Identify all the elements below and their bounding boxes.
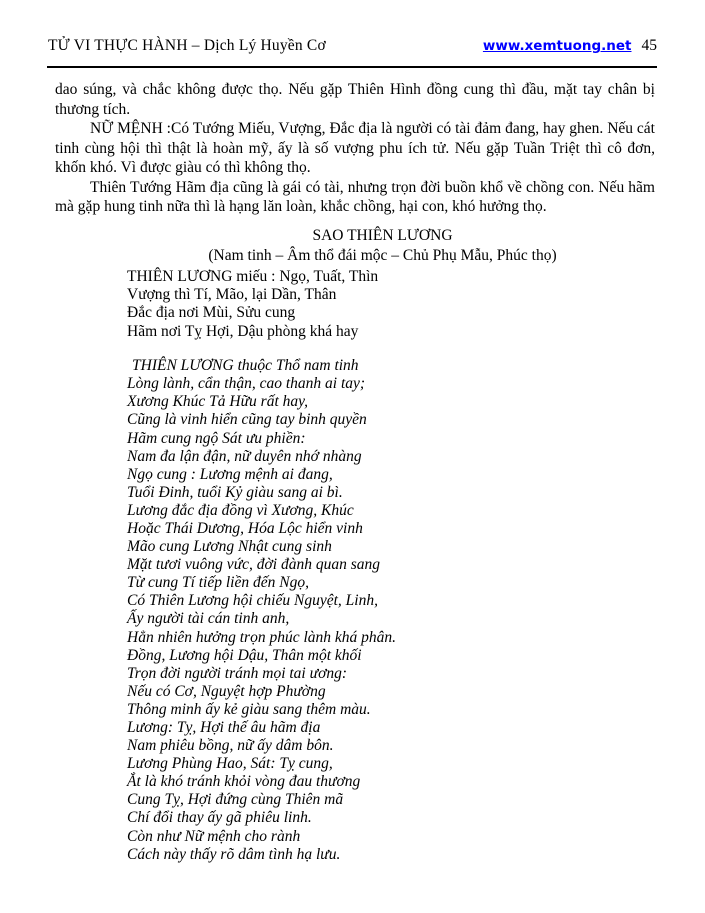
poem-line: Đồng, Lương hội Dậu, Thân một khối	[127, 646, 362, 664]
poem-line: Lương đắc địa đồng vì Xương, Khúc	[127, 501, 354, 519]
star-positions-list	[127, 268, 655, 342]
poem-line: Từ cung Tí tiếp liền đến Ngọ,	[127, 574, 309, 592]
poem-line: Cũng là vinh hiển cũng tay binh quyền	[127, 411, 367, 429]
page-content	[48, 68, 657, 864]
poem-line: Mão cung Lương Nhật cung sinh	[127, 538, 332, 556]
poem-line: Tuổi Đinh, tuổi Kỷ giàu sang ai bì.	[127, 483, 343, 501]
poem-line: Hoặc Thái Dương, Hóa Lộc hiển vinh	[127, 519, 363, 537]
section-subtitle: (Nam tinh – Âm thổ đái mộc – Chủ Phụ Mẫu, Phúc thọ)	[208, 246, 557, 264]
poem-line: Nam phiêu bồng, nữ ấy dâm bôn.	[127, 737, 334, 755]
poem-line: Nam đa lận đận, nữ duyên nhớ nhàng	[127, 447, 362, 465]
poem-line: Còn như Nữ mệnh cho rành	[127, 827, 301, 845]
paragraph: NỮ MỆNH :Có Tướng Miếu, Vượng, Đắc địa là người có tài đảm đang, hay ghen. Nếu cát tinh cùng hội thì thật là hoàn mỹ, ấy là số vượng phu ích tử. Nếu gặp Tuần Triệt thì cô đơn, khốn khó. Vì được giàu có thì không thọ.	[55, 120, 655, 176]
section-title: SAO THIÊN LƯƠNG	[312, 226, 453, 244]
poem-line: Chí đổi thay ấy gã phiêu linh.	[127, 809, 312, 827]
poem-line: Nếu có Cơ, Nguyệt hợp Phường	[127, 682, 326, 700]
header-right	[483, 37, 657, 55]
poem-line: THIÊN LƯƠNG thuộc Thổ nam tinh	[132, 357, 359, 375]
section-heading	[55, 226, 655, 266]
website-link[interactable]: www.xemtuong.net	[482, 38, 632, 54]
poem-line: Ấy người tài cán tinh anh,	[127, 610, 290, 628]
position-line: THIÊN LƯƠNG miếu : Ngọ, Tuất, Thìn	[127, 267, 379, 285]
book-title: TỬ VI THỰC HÀNH – Dịch Lý Huyền Cơ	[48, 37, 326, 54]
position-line: Đắc địa nơi Mùi, Sửu cung	[127, 304, 296, 322]
poem-line: Có Thiên Lương hội chiếu Nguyệt, Linh,	[127, 592, 378, 610]
poem-line: Cung Tỵ, Hợi đứng cùng Thiên mã	[127, 791, 344, 809]
poem-line: Hãm cung ngộ Sát ưu phiền:	[127, 429, 306, 447]
page-number: 45	[641, 37, 657, 54]
poem-line: Trọn đời người tránh mọi tai ương:	[127, 664, 347, 682]
poem-line: Ngọ cung : Lương mệnh ai đang,	[127, 465, 333, 483]
poem-line: Thông minh ấy kẻ giàu sang thêm màu.	[127, 700, 371, 718]
paragraph: Thiên Tướng Hãm địa cũng là gái có tài, nhưng trọn đời buồn khổ về chồng con. Nếu hãm mà gặp hung tinh nữa thì là hạng lăn loàn, khắc chồng, hại con, khó hưởng thọ.	[55, 178, 655, 215]
poem-line: Hẳn nhiên hưởng trọn phúc lành khá phân.	[127, 628, 397, 646]
poem-block	[127, 357, 655, 864]
position-line: Hãm nơi Tỵ Hợi, Dậu phòng khá hay	[127, 322, 359, 340]
paragraph: dao súng, và chắc không được thọ. Nếu gặp Thiên Hình đồng cung thì đầu, mặt tay chân bị thương tích.	[55, 81, 655, 118]
poem-line: Cách này thấy rõ dâm tình hạ lưu.	[127, 845, 341, 863]
page-header	[48, 37, 657, 55]
poem-line: Xương Khúc Tả Hữu rất hay,	[127, 393, 309, 411]
poem-line: Ắt là khó tránh khỏi vòng đau thương	[127, 773, 361, 791]
poem-line: Lương Phùng Hao, Sát: Tỵ cung,	[127, 755, 333, 773]
poem-line: Lòng lành, cẩn thận, cao thanh ai tay;	[127, 375, 366, 393]
poem-line: Lương: Tỵ, Hợi thế âu hãm địa	[127, 719, 321, 736]
poem-line: Mặt tươi vuông vức, đời đành quan sang	[127, 556, 381, 574]
position-line: Vượng thì Tí, Mão, lại Dần, Thân	[127, 285, 337, 303]
